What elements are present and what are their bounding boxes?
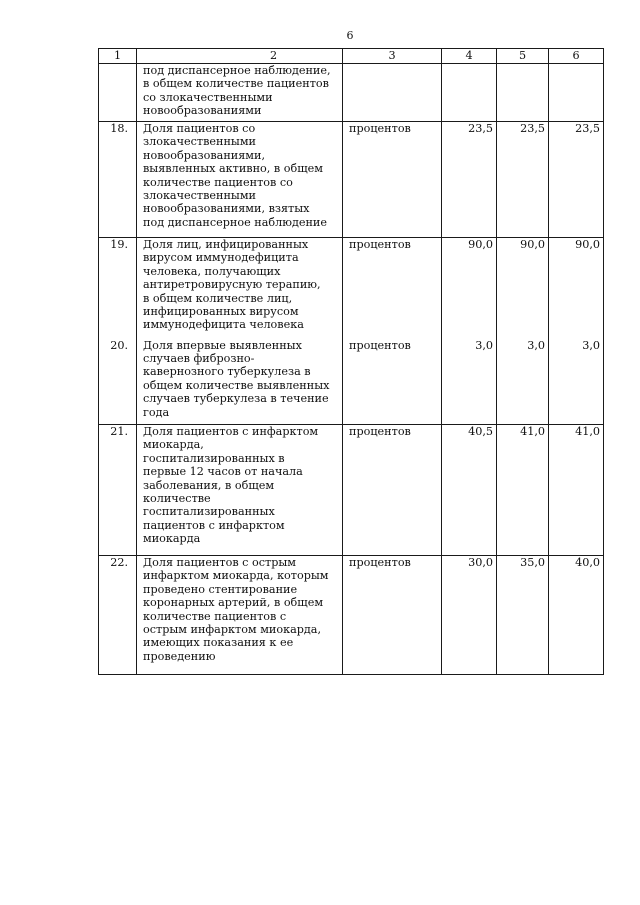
- indicator-name: Доля лиц, инфицированных вирусом иммунодефицита человека, получающих антиретровирусную терапию, в общем количестве лиц, инфицированных вирусом иммунодефицита человека: [137, 238, 343, 339]
- row-number: [99, 64, 137, 122]
- table-row: [99, 64, 604, 122]
- value-col6: 40,0: [549, 556, 604, 675]
- indicator-name: под диспансерное наблюдение, в общем количестве пациентов со злокачественными новообразованиями: [137, 64, 343, 122]
- value-col5: 3,0: [497, 339, 549, 425]
- value-col6: 90,0: [549, 238, 604, 339]
- value-col6: 3,0: [549, 339, 604, 425]
- indicator-name: Доля пациентов с острым инфарктом миокарда, которым проведено стентирование коронарных артерий, в общем количестве пациентов с острым инфарктом миокарда, имеющих показания к ее проведению: [137, 556, 343, 675]
- indicators-table: [98, 48, 604, 675]
- value-col4: 40,5: [442, 425, 497, 556]
- unit: процентов: [343, 238, 442, 339]
- value-col4: [442, 64, 497, 122]
- column-header: 1: [99, 49, 137, 64]
- value-col6: [549, 64, 604, 122]
- indicator-name: Доля впервые выявленных случаев фиброзно- кавернозного туберкулеза в общем количестве выявленных случаев туберкулеза в течение года: [137, 339, 343, 425]
- unit: процентов: [343, 556, 442, 675]
- value-col6: 41,0: [549, 425, 604, 556]
- table-row: [99, 556, 604, 675]
- value-col5: 35,0: [497, 556, 549, 675]
- row-number: 18.: [99, 122, 137, 238]
- column-header: 4: [442, 49, 497, 64]
- unit: процентов: [343, 339, 442, 425]
- table-row: [99, 122, 604, 238]
- indicator-name: Доля пациентов с инфарктом миокарда, госпитализированных в первые 12 часов от начала заболевания, в общем количестве госпитализированных пациентов с инфарктом миокарда: [137, 425, 343, 556]
- value-col5: 41,0: [497, 425, 549, 556]
- table-row: [99, 339, 604, 425]
- row-number: 22.: [99, 556, 137, 675]
- value-col5: 23,5: [497, 122, 549, 238]
- indicator-name: Доля пациентов со злокачественными новообразованиями, выявленных активно, в общем количестве пациентов со злокачественными новообразованиями, взятых под диспансерное наблюдение: [137, 122, 343, 238]
- value-col4: 3,0: [442, 339, 497, 425]
- row-number: 19.: [99, 238, 137, 339]
- unit: [343, 64, 442, 122]
- page-number: 6: [346, 29, 354, 42]
- column-header: 2: [137, 49, 343, 64]
- unit: процентов: [343, 122, 442, 238]
- unit: процентов: [343, 425, 442, 556]
- column-header: 6: [549, 49, 604, 64]
- row-number: 20.: [99, 339, 137, 425]
- column-header: 3: [343, 49, 442, 64]
- value-col4: 23,5: [442, 122, 497, 238]
- value-col6: 23,5: [549, 122, 604, 238]
- table-header-row: [99, 49, 604, 64]
- table-row: [99, 238, 604, 339]
- value-col5: [497, 64, 549, 122]
- table-row: [99, 425, 604, 556]
- value-col4: 30,0: [442, 556, 497, 675]
- value-col5: 90,0: [497, 238, 549, 339]
- column-header: 5: [497, 49, 549, 64]
- value-col4: 90,0: [442, 238, 497, 339]
- row-number: 21.: [99, 425, 137, 556]
